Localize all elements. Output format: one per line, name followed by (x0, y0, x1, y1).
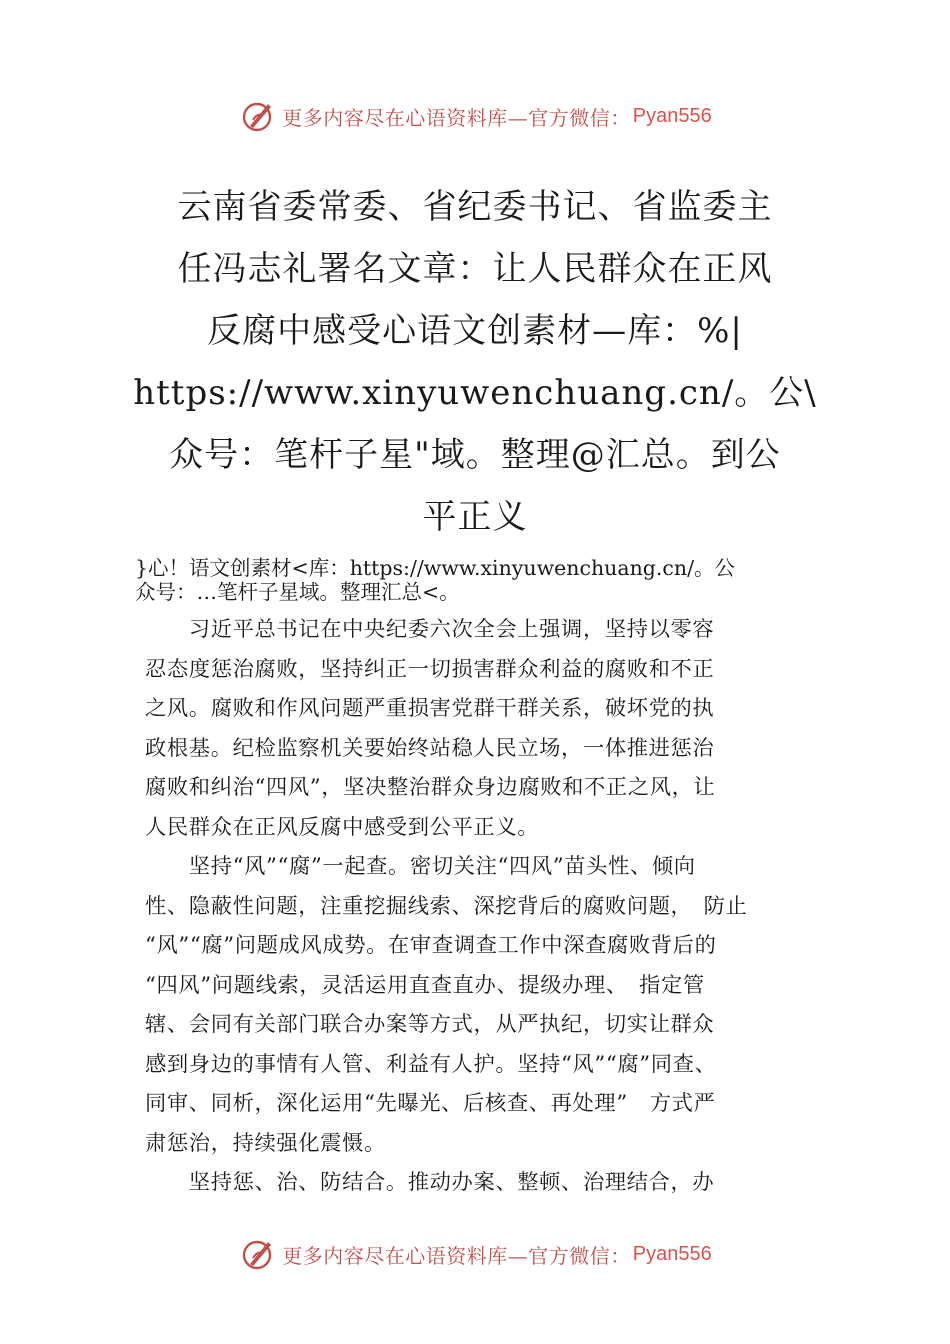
body-line: 之风。腐败和作风问题严重损害党群干群关系，破坏党的执 (145, 696, 715, 721)
body-line: 坚持“风”“腐”一起查。密切关注“四风”苗头性、倾向 (145, 854, 696, 879)
body-line: 忍态度惩治腐败，坚持纠正一切损害群众利益的腐败和不正 (145, 656, 715, 682)
title-line: 平正义 (422, 497, 528, 537)
article-body (145, 610, 815, 1203)
header-wechat-id[interactable]: Pyan556 (632, 104, 712, 127)
title-line: 任冯志礼署名文章：让人民群众在正风 (177, 249, 773, 289)
body-line: 肃惩治，持续强化震慑。 (145, 1130, 386, 1156)
title-line: https://www.xinyuwenchuang.cn/。公\ (133, 373, 817, 413)
pen-seal-logo-icon (238, 96, 278, 136)
body-line: “四风”问题线索，灵活运用直查直办、提级办理、 指定管 (145, 972, 705, 998)
body-line: 感到身边的事情有人管、利益有人护。坚持“风”“腐”同查、 (145, 1051, 717, 1077)
body-line: 坚持惩、治、防结合。推动办案、整顿、治理结合，办 (145, 1170, 715, 1195)
body-line: 习近平总书记在中央纪委六次全会上强调，坚持以零容 (145, 617, 715, 642)
body-line: 同审、同析，深化运用“先曝光、后核查、再处理” 方式严 (145, 1091, 716, 1116)
footer-wechat-id[interactable]: Pyan556 (632, 1242, 712, 1265)
document-title (130, 176, 820, 548)
header-banner (0, 94, 950, 138)
header-text: 更多内容尽在心语资料库—官方微信： (282, 105, 631, 130)
body-line: 政根基。纪检监察机关要始终站稳人民立场，一体推进惩治 (145, 735, 715, 761)
body-line: 辖、会同有关部门联合办案等方式，从严执纪，切实让群众 (145, 1012, 715, 1037)
body-line: 人民群众在正风反腐中感受到公平正义。 (145, 814, 540, 840)
source-note-line: 众号：…笔杆子星域。整理汇总<。 (135, 580, 460, 604)
title-line: 众号：笔杆子星"域。整理@汇总。到公 (169, 435, 781, 475)
body-line: 性、隐蔽性问题，注重挖掘线索、深挖背后的腐败问题， 防止 (145, 893, 748, 919)
footer-banner (0, 1232, 950, 1276)
title-line: 云南省委常委、省纪委书记、省监委主 (177, 187, 773, 227)
footer-text: 更多内容尽在心语资料库—官方微信： (282, 1243, 631, 1268)
source-note (135, 556, 825, 604)
body-line: “风”“腐”问题成风成势。在审查调查工作中深查腐败背后的 (145, 933, 717, 958)
source-note-line: }心！语文创素材<库：https://www.xinyuwenchuang.cn/。公 (135, 556, 736, 580)
body-line: 腐败和纠治“四风”，坚决整治群众身边腐败和不正之风，让 (145, 775, 716, 800)
title-line: 反腐中感受心语文创素材—库：%| (207, 311, 743, 351)
pen-seal-logo-icon (238, 1234, 278, 1274)
